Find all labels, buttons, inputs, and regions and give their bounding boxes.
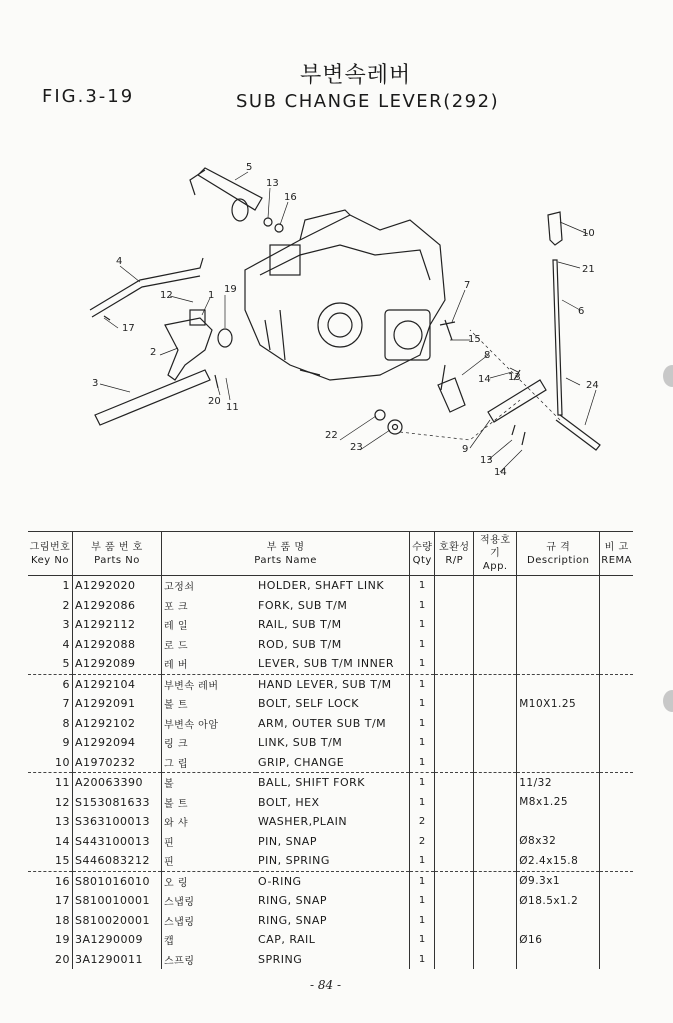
qty-cell: 1 xyxy=(410,930,435,950)
part-name-cell: RING, SNAP xyxy=(256,891,410,911)
svg-text:7: 7 xyxy=(464,280,471,291)
rp-cell xyxy=(435,832,474,852)
key-no-cell: 16 xyxy=(28,871,73,891)
key-no-cell: 18 xyxy=(28,911,73,931)
part-name-ko-cell: 부변속 아암 xyxy=(164,719,219,731)
part-name-cell: LINK, SUB T/M xyxy=(256,733,410,753)
rp-cell xyxy=(435,635,474,655)
part-name-ko-cell: 핀 xyxy=(162,851,257,871)
part-no-cell: S810020001 xyxy=(73,911,162,931)
svg-text:13: 13 xyxy=(266,178,279,189)
table-row xyxy=(28,793,633,813)
app-cell xyxy=(474,615,517,635)
svg-text:9: 9 xyxy=(462,444,469,455)
qty-cell: 1 xyxy=(410,911,435,931)
description-cell xyxy=(517,911,600,931)
part-no-cell: S801016010 xyxy=(73,871,162,891)
qty-cell: 1 xyxy=(410,694,435,714)
table-row xyxy=(28,891,633,911)
part-no-cell: A20063390 xyxy=(73,773,162,793)
part-no-cell: S153081633 xyxy=(73,793,162,813)
description-cell xyxy=(517,596,600,616)
remarks-cell xyxy=(600,773,633,793)
table-row xyxy=(28,596,633,616)
key-no-cell: 12 xyxy=(28,793,73,813)
col-key-no: 그림번호 Key No xyxy=(28,532,73,576)
part-name-ko-cell: 와 샤 xyxy=(164,818,188,830)
col-part-name: 부 품 명 Parts Name xyxy=(162,532,410,576)
description-cell xyxy=(517,714,600,734)
remarks-cell xyxy=(600,576,633,596)
svg-text:19: 19 xyxy=(224,284,237,295)
inner-lever xyxy=(198,168,262,210)
qty-cell: 1 xyxy=(410,654,435,674)
description-cell: Ø2.4x15.8 xyxy=(517,851,600,871)
qty-cell: 1 xyxy=(410,950,435,970)
key-no-cell: 13 xyxy=(28,812,73,832)
key-no-cell: 3 xyxy=(28,615,73,635)
remarks-cell xyxy=(600,911,633,931)
part-name-ko-cell: 부변속 레버 xyxy=(164,680,219,692)
part-no-cell: A1292102 xyxy=(73,714,162,734)
description-cell: M10X1.25 xyxy=(517,694,600,714)
app-cell xyxy=(474,950,517,970)
remarks-cell xyxy=(600,793,633,813)
app-cell xyxy=(474,911,517,931)
table-row xyxy=(28,576,633,596)
svg-text:2: 2 xyxy=(150,347,157,358)
rp-cell xyxy=(435,654,474,674)
exploded-diagram xyxy=(0,150,673,490)
rp-cell xyxy=(435,674,474,694)
part-no-cell: A1292020 xyxy=(73,576,162,596)
table-row xyxy=(28,714,633,734)
qty-cell: 1 xyxy=(410,753,435,773)
part-name-ko-cell: 볼 트 xyxy=(164,798,188,810)
rp-cell xyxy=(435,694,474,714)
description-cell xyxy=(517,733,600,753)
description-cell: 11/32 xyxy=(517,773,600,793)
col-remarks: 비 고 REMA xyxy=(600,532,633,576)
app-cell xyxy=(474,674,517,694)
part-no-cell: A1970232 xyxy=(73,753,162,773)
remarks-cell xyxy=(600,733,633,753)
table-header xyxy=(28,532,633,576)
rp-cell xyxy=(435,615,474,635)
app-cell xyxy=(474,576,517,596)
remarks-cell xyxy=(600,832,633,852)
part-name-ko-cell: 스냅링 xyxy=(164,897,195,909)
remarks-cell xyxy=(600,891,633,911)
remarks-cell xyxy=(600,694,633,714)
qty-cell: 1 xyxy=(410,674,435,694)
col-description: 규 격 Description xyxy=(517,532,600,576)
svg-text:6: 6 xyxy=(578,306,585,317)
table-row xyxy=(28,773,633,793)
part-no-cell: S446083212 xyxy=(73,851,162,871)
qty-cell: 1 xyxy=(410,714,435,734)
qty-cell: 1 xyxy=(410,615,435,635)
title-english: SUB CHANGE LEVER(292) xyxy=(236,91,500,112)
remarks-cell xyxy=(600,615,633,635)
svg-text:15: 15 xyxy=(468,334,481,345)
part-name-cell: FORK, SUB T/M xyxy=(256,596,410,616)
app-cell xyxy=(474,871,517,891)
part-name-ko-cell: 오 링 xyxy=(164,877,188,889)
remarks-cell xyxy=(600,596,633,616)
part-name-ko-cell: 볼 xyxy=(164,779,175,791)
key-no-cell: 11 xyxy=(28,773,73,793)
svg-text:14: 14 xyxy=(494,467,507,478)
key-no-cell: 2 xyxy=(28,596,73,616)
rp-cell xyxy=(435,812,474,832)
parts-table xyxy=(28,531,633,969)
remarks-cell xyxy=(600,654,633,674)
part-no-cell: A1292094 xyxy=(73,733,162,753)
transmission-housing xyxy=(245,215,445,380)
table-row xyxy=(28,694,633,714)
description-cell xyxy=(517,576,600,596)
svg-text:10: 10 xyxy=(582,228,595,239)
key-no-cell: 14 xyxy=(28,832,73,852)
part-name-cell: ARM, OUTER SUB T/M xyxy=(256,714,410,734)
table-row xyxy=(28,950,633,970)
part-name-cell: ROD, SUB T/M xyxy=(256,635,410,655)
key-no-cell: 20 xyxy=(28,950,73,970)
app-cell xyxy=(474,635,517,655)
app-cell xyxy=(474,851,517,871)
table-row xyxy=(28,733,633,753)
part-name-ko-cell: 레 일 xyxy=(164,621,188,633)
app-cell xyxy=(474,714,517,734)
rp-cell xyxy=(435,851,474,871)
part-name-ko-cell: 고정쇠 xyxy=(164,582,195,594)
description-cell xyxy=(517,950,600,970)
table-row xyxy=(28,851,633,871)
rp-cell xyxy=(435,871,474,891)
rp-cell xyxy=(435,714,474,734)
part-no-cell: 3A1290009 xyxy=(73,930,162,950)
part-no-cell: S810010001 xyxy=(73,891,162,911)
qty-cell: 1 xyxy=(410,793,435,813)
rp-cell xyxy=(435,950,474,970)
binder-hole xyxy=(663,690,673,712)
rp-cell xyxy=(435,596,474,616)
fig-label: FIG.3-19 xyxy=(42,86,135,107)
rail xyxy=(95,370,210,425)
part-name-ko-cell: 스프링 xyxy=(164,955,195,967)
part-name-cell: HAND LEVER, SUB T/M xyxy=(256,674,410,694)
svg-text:1: 1 xyxy=(208,290,215,301)
app-cell xyxy=(474,753,517,773)
key-no-cell: 1 xyxy=(28,576,73,596)
part-name-ko-cell: 스냅링 xyxy=(164,916,195,928)
key-no-cell: 6 xyxy=(28,674,73,694)
description-cell xyxy=(517,674,600,694)
svg-text:17: 17 xyxy=(122,323,135,334)
remarks-cell xyxy=(600,950,633,970)
svg-text:5: 5 xyxy=(246,162,253,173)
qty-cell: 1 xyxy=(410,733,435,753)
app-cell xyxy=(474,654,517,674)
part-name-cell: BOLT, HEX xyxy=(256,793,410,813)
page-number: - 84 - xyxy=(310,978,342,992)
key-no-cell: 9 xyxy=(28,733,73,753)
description-cell: Ø9.3x1 xyxy=(517,871,600,891)
part-name-cell: RAIL, SUB T/M xyxy=(256,615,410,635)
app-cell xyxy=(474,694,517,714)
rp-cell xyxy=(435,733,474,753)
part-name-cell: PIN, SPRING xyxy=(256,851,410,871)
qty-cell: 1 xyxy=(410,635,435,655)
app-cell xyxy=(474,832,517,852)
remarks-cell xyxy=(600,635,633,655)
col-app: 적용호기 App. xyxy=(474,532,517,576)
title-korean: 부변속레버 xyxy=(300,63,412,88)
svg-text:4: 4 xyxy=(116,256,123,267)
table-row xyxy=(28,871,633,891)
part-name-cell: O-RING xyxy=(256,871,410,891)
app-cell xyxy=(474,812,517,832)
app-cell xyxy=(474,793,517,813)
app-cell xyxy=(474,733,517,753)
part-name-cell: PIN, SNAP xyxy=(256,832,410,852)
hand-lever xyxy=(553,260,562,415)
rp-cell xyxy=(435,753,474,773)
svg-text:14: 14 xyxy=(478,374,491,385)
qty-cell: 1 xyxy=(410,596,435,616)
description-cell xyxy=(517,812,600,832)
qty-cell: 1 xyxy=(410,891,435,911)
part-name-cell: LEVER, SUB T/M INNER xyxy=(256,654,410,674)
part-name-cell: GRIP, CHANGE xyxy=(256,753,410,773)
part-no-cell: A1292089 xyxy=(73,654,162,674)
svg-text:3: 3 xyxy=(92,378,99,389)
table-row xyxy=(28,753,633,773)
part-no-cell: 3A1290011 xyxy=(73,950,162,970)
col-part-no: 부 품 번 호 Parts No xyxy=(73,532,162,576)
svg-text:22: 22 xyxy=(325,430,338,441)
qty-cell: 1 xyxy=(410,576,435,596)
part-name-cell: BOLT, SELF LOCK xyxy=(256,694,410,714)
svg-text:20: 20 xyxy=(208,396,221,407)
app-cell xyxy=(474,773,517,793)
table-row xyxy=(28,911,633,931)
part-name-cell: SPRING xyxy=(256,950,410,970)
part-no-cell: A1292091 xyxy=(73,694,162,714)
remarks-cell xyxy=(600,812,633,832)
key-no-cell: 17 xyxy=(28,891,73,911)
part-name-cell: HOLDER, SHAFT LINK xyxy=(256,576,410,596)
part-name-ko-cell: 로 드 xyxy=(164,640,188,652)
key-no-cell: 19 xyxy=(28,930,73,950)
remarks-cell xyxy=(600,753,633,773)
remarks-cell xyxy=(600,714,633,734)
remarks-cell xyxy=(600,851,633,871)
description-cell: Ø18.5x1.2 xyxy=(517,891,600,911)
part-no-cell: A1292104 xyxy=(73,674,162,694)
part-name-cell: WASHER,PLAIN xyxy=(256,812,410,832)
part-name-ko-cell: 핀 xyxy=(164,837,175,849)
table-row xyxy=(28,615,633,635)
table-row xyxy=(28,654,633,674)
app-cell xyxy=(474,891,517,911)
qty-cell: 1 xyxy=(410,773,435,793)
qty-cell: 2 xyxy=(410,812,435,832)
app-cell xyxy=(474,596,517,616)
key-no-cell: 7 xyxy=(28,694,73,714)
rp-cell xyxy=(435,891,474,911)
remarks-cell xyxy=(600,674,633,694)
rp-cell xyxy=(435,576,474,596)
part-no-cell: A1292086 xyxy=(73,596,162,616)
part-name-ko-cell: 레 버 xyxy=(162,654,257,674)
part-no-cell: A1292088 xyxy=(73,635,162,655)
rp-cell xyxy=(435,793,474,813)
remarks-cell xyxy=(600,930,633,950)
description-cell xyxy=(517,635,600,655)
table-row xyxy=(28,832,633,852)
qty-cell: 2 xyxy=(410,832,435,852)
key-no-cell: 4 xyxy=(28,635,73,655)
svg-text:13: 13 xyxy=(508,372,521,383)
part-name-cell: RING, SNAP xyxy=(256,911,410,931)
description-cell xyxy=(517,753,600,773)
description-cell: M8x1.25 xyxy=(517,793,600,813)
part-name-ko-cell: 포 크 xyxy=(164,601,188,613)
rp-cell xyxy=(435,773,474,793)
svg-text:21: 21 xyxy=(582,264,595,275)
table-row xyxy=(28,930,633,950)
key-no-cell: 8 xyxy=(28,714,73,734)
part-name-cell: CAP, RAIL xyxy=(256,930,410,950)
svg-text:16: 16 xyxy=(284,192,297,203)
col-qty: 수량 Qty xyxy=(410,532,435,576)
description-cell xyxy=(517,654,600,674)
key-no-cell: 15 xyxy=(28,851,73,871)
svg-text:23: 23 xyxy=(350,442,363,453)
key-no-cell: 5 xyxy=(28,654,73,674)
key-no-cell: 10 xyxy=(28,753,73,773)
svg-text:8: 8 xyxy=(484,350,491,361)
part-name-ko-cell: 캡 xyxy=(164,936,175,948)
link xyxy=(488,380,546,422)
part-no-cell: S363100013 xyxy=(73,812,162,832)
app-cell xyxy=(474,930,517,950)
description-cell xyxy=(517,615,600,635)
part-name-ko-cell: 볼 트 xyxy=(164,700,188,712)
description-cell: Ø16 xyxy=(517,930,600,950)
part-name-cell: BALL, SHIFT FORK xyxy=(256,773,410,793)
qty-cell: 1 xyxy=(410,871,435,891)
table-row xyxy=(28,674,633,694)
svg-text:12: 12 xyxy=(160,290,173,301)
part-name-ko-cell: 링 크 xyxy=(164,739,188,751)
description-cell: Ø8x32 xyxy=(517,832,600,852)
remarks-cell xyxy=(600,871,633,891)
rp-cell xyxy=(435,911,474,931)
svg-text:11: 11 xyxy=(226,402,239,413)
svg-text:24: 24 xyxy=(586,380,599,391)
table-row xyxy=(28,812,633,832)
part-name-ko-cell: 그 립 xyxy=(162,753,257,773)
rp-cell xyxy=(435,930,474,950)
rod xyxy=(90,258,203,317)
svg-text:13: 13 xyxy=(480,455,493,466)
table-row xyxy=(28,635,633,655)
part-no-cell: A1292112 xyxy=(73,615,162,635)
col-rp: 호환성 R/P xyxy=(435,532,474,576)
qty-cell: 1 xyxy=(410,851,435,871)
part-no-cell: S443100013 xyxy=(73,832,162,852)
